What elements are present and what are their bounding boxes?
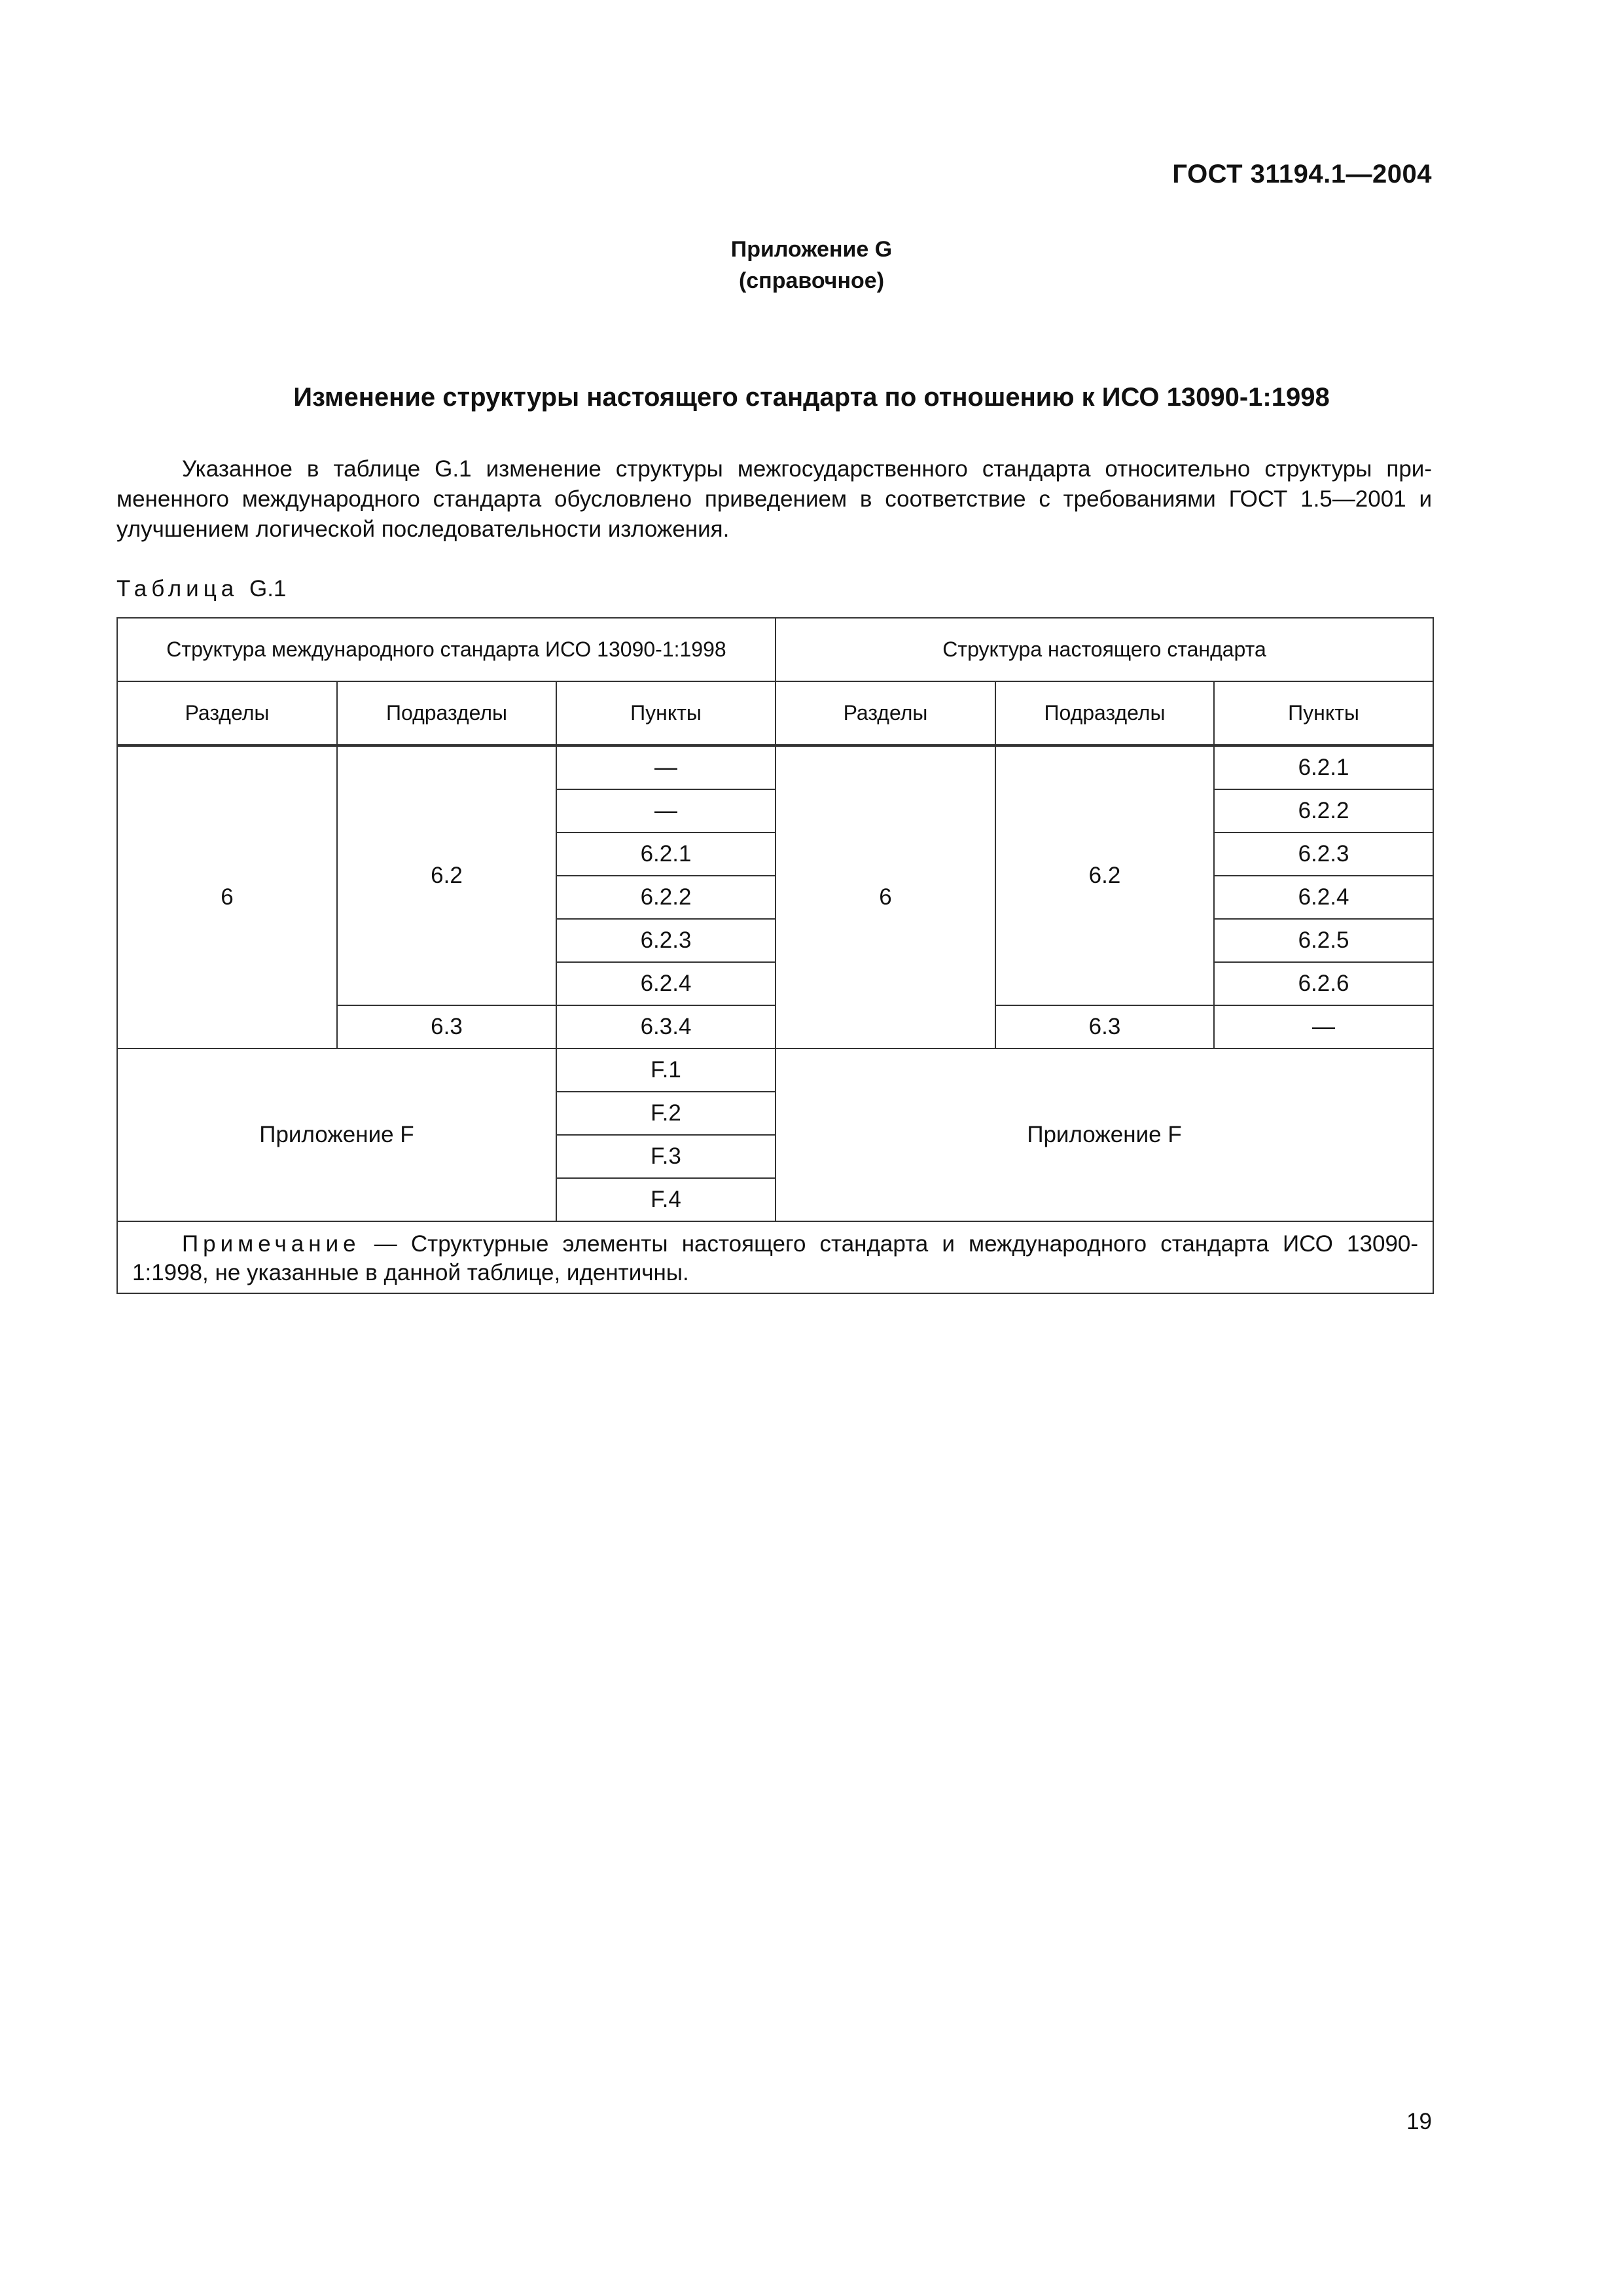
annex-item-cell: F.2 (556, 1092, 776, 1135)
header-items-left: Пункты (556, 681, 776, 745)
page-number: 19 (1406, 2109, 1432, 2134)
right-item-cell: — (1214, 1005, 1433, 1049)
appendix-status: (справочное) (738, 268, 885, 293)
left-item-cell: 6.3.4 (556, 1005, 776, 1049)
header-international-structure: Структура международного стандарта ИСО 13090-1:1998 (117, 618, 776, 681)
annex-left-cell: Приложение F (117, 1049, 556, 1221)
table-row (117, 745, 1433, 789)
section-title: Изменение структуры настоящего стандарта по отношению к ИСО 13090-1:1998 (293, 383, 1330, 412)
right-subsection-cell: 6.2 (995, 745, 1214, 1005)
left-item-cell: 6.2.4 (556, 962, 776, 1005)
annex-right-cell: Приложение F (776, 1049, 1433, 1221)
left-item-cell: 6.2.2 (556, 876, 776, 919)
left-subsection-cell: 6.3 (337, 1005, 556, 1049)
table-note-row (117, 1221, 1433, 1293)
table-caption-number: G.1 (249, 576, 287, 601)
header-sections-right: Разделы (776, 681, 995, 745)
header-subsections-left: Подразделы (337, 681, 556, 745)
right-item-cell: 6.2.1 (1214, 745, 1433, 789)
intro-line-2: мененного международного стандарта обусловлено приведением в соответствие с требованиями ГОСТ 1.5—2001 (116, 486, 1406, 512)
left-item-cell: 6.2.3 (556, 919, 776, 962)
appendix-title: Приложение G (730, 237, 893, 262)
right-subsection-cell: 6.3 (995, 1005, 1214, 1049)
right-section-cell: 6 (776, 745, 995, 1049)
left-item-cell: — (556, 745, 776, 789)
header-subsections-right: Подразделы (995, 681, 1214, 745)
right-item-cell: 6.2.2 (1214, 789, 1433, 833)
right-item-cell: 6.2.4 (1214, 876, 1433, 919)
left-item-cell: — (556, 789, 776, 833)
right-item-cell: 6.2.5 (1214, 919, 1433, 962)
left-section-cell: 6 (117, 745, 337, 1049)
table-caption (116, 576, 286, 602)
intro-paragraph (116, 454, 1432, 545)
appendix-heading (0, 234, 1623, 296)
header-items-right: Пункты (1214, 681, 1433, 745)
table-row (117, 1049, 1433, 1092)
table-header-row-2 (117, 681, 1433, 745)
table-header-row-1 (117, 618, 1433, 681)
left-item-cell: 6.2.1 (556, 833, 776, 876)
table-caption-word: Таблица (116, 576, 239, 601)
intro-line-3: и улучшением логической последовательности изложения. (116, 486, 1432, 542)
right-item-cell: 6.2.6 (1214, 962, 1433, 1005)
annex-item-cell: F.1 (556, 1049, 776, 1092)
header-sections-left: Разделы (117, 681, 337, 745)
left-subsection-cell: 6.2 (337, 745, 556, 1005)
structure-comparison-table (116, 617, 1434, 1294)
document-code: ГОСТ 31194.1—2004 (1172, 160, 1432, 188)
intro-line-1: Указанное в таблице G.1 изменение структуры межгосударственного стандарта относительно структуры при- (182, 456, 1432, 482)
right-item-cell: 6.2.3 (1214, 833, 1433, 876)
table-note (117, 1221, 1433, 1293)
note-label: Примечание (182, 1231, 361, 1257)
header-current-structure: Структура настоящего стандарта (776, 618, 1433, 681)
note-text: — Структурные элементы настоящего стандарта и международного стандарта ИСО 13090-1:1998, не указанные в данной таблице, идентичны. (132, 1231, 1419, 1285)
annex-item-cell: F.4 (556, 1178, 776, 1221)
annex-item-cell: F.3 (556, 1135, 776, 1178)
